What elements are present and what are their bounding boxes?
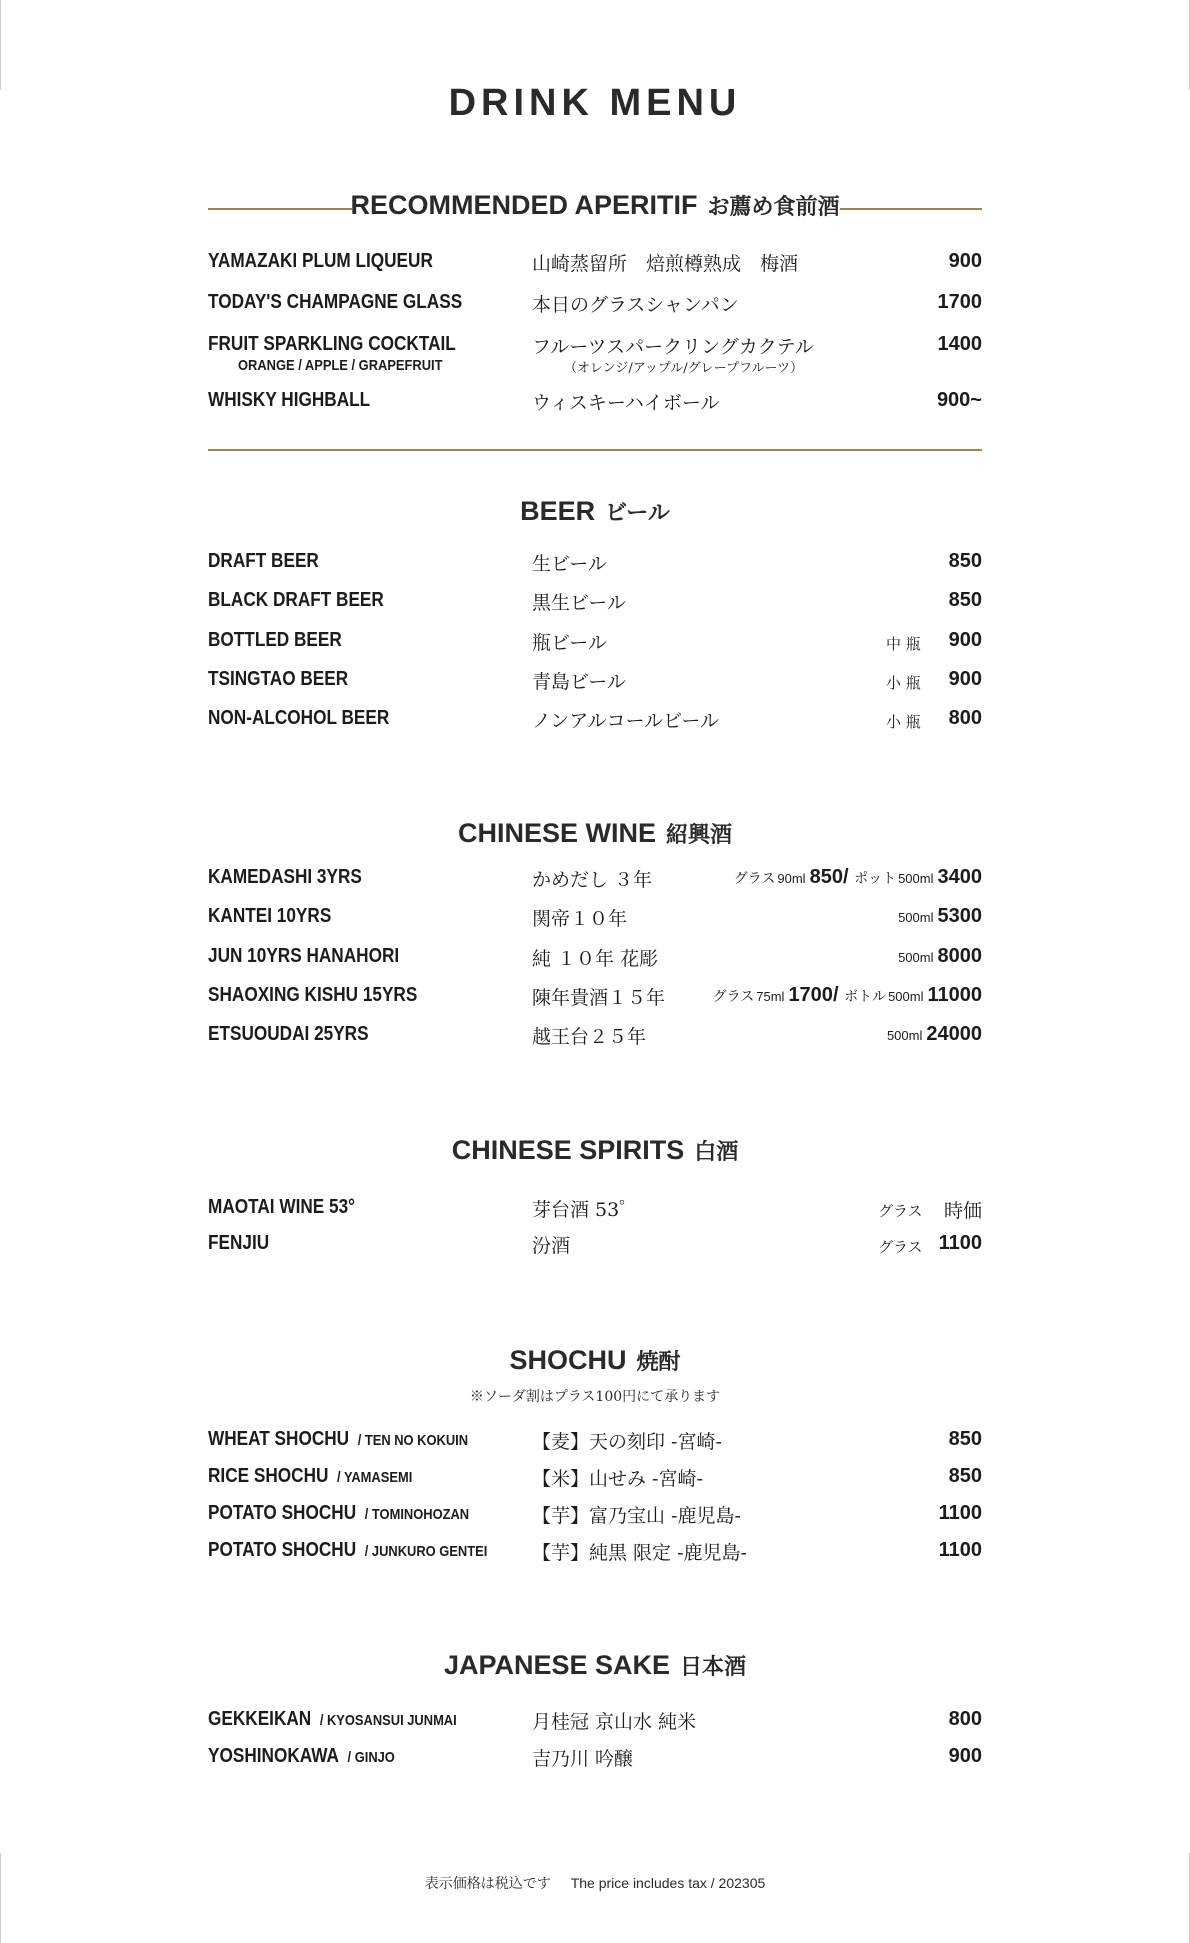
menu-item	[208, 629, 982, 659]
section-heading-beer	[0, 496, 1190, 527]
menu-item	[208, 707, 982, 737]
item-price: 時価	[943, 1200, 982, 1222]
heading-jp: お薦め食前酒	[707, 194, 840, 220]
heading-jp: ビール	[605, 500, 670, 526]
item-price: 5300	[937, 905, 982, 927]
heading-en: CHINESE SPIRITS	[451, 1135, 685, 1165]
menu-item	[208, 1196, 982, 1226]
item-name-en: YAMAZAKI PLUM LIQUEUR	[208, 250, 433, 272]
footer-tax-en: The price includes tax / 202305	[570, 1875, 766, 1891]
item-price-options	[898, 945, 982, 968]
corner-mark	[0, 1853, 1, 1943]
item-name-jp: 芽台酒 53゜	[532, 1199, 639, 1221]
item-name-jp: かめだし ３年	[532, 869, 653, 891]
heading-en: BEER	[520, 496, 596, 526]
menu-item	[208, 1745, 982, 1775]
item-name-jp: 黒生ビール	[532, 592, 626, 614]
item-name-en	[208, 1465, 412, 1488]
item-price: 850	[948, 589, 982, 611]
heading-jp: 焼酎	[636, 1349, 681, 1375]
item-name-en: JUN 10YRS HANAHORI	[208, 945, 400, 967]
item-price: 1100	[938, 1502, 982, 1524]
item-volume: 500ml	[886, 1028, 923, 1043]
section-heading-spirits	[0, 1135, 1190, 1166]
item-name-en: DRAFT BEER	[208, 550, 319, 572]
item-name-en: BLACK DRAFT BEER	[208, 589, 384, 611]
item-name-en: FRUIT SPARKLING COCKTAIL	[208, 333, 456, 355]
item-name-en: KANTEI 10YRS	[208, 905, 332, 927]
item-name-main: GEKKEIKAN	[208, 1708, 312, 1730]
heading-jp: 紹興酒	[666, 822, 733, 848]
heading-jp: 日本酒	[680, 1654, 747, 1680]
footer-tax-jp: 表示価格は税込です	[424, 1876, 551, 1892]
item-price: 850	[948, 550, 982, 572]
item-name-sub: / TEN NO KOKUIN	[357, 1432, 469, 1449]
item-name-main: YOSHINOKAWA	[208, 1745, 339, 1767]
item-size: 小 瓶	[886, 713, 921, 731]
item-name-en: TSINGTAO BEER	[208, 668, 349, 690]
item-price: 3400	[937, 866, 982, 888]
item-sub-jp: （オレンジ/アップル/グレープフルーツ）	[564, 361, 803, 376]
item-price: 1400	[937, 333, 982, 355]
section-heading-shochu	[0, 1345, 1190, 1376]
item-name-sub: / KYOSANSUI JUNMAI	[319, 1712, 457, 1729]
menu-item	[208, 866, 982, 896]
item-name-sub: / TOMINOHOZAN	[364, 1506, 470, 1523]
glass-label: グラス	[712, 989, 755, 1005]
menu-item	[208, 1502, 982, 1532]
pot-volume: 500ml	[888, 989, 924, 1004]
item-name-en: ETSUOUDAI 25YRS	[208, 1023, 369, 1045]
item-name-jp: 【芋】純黒 限定 -鹿児島-	[532, 1542, 747, 1564]
item-name-jp: 月桂冠 京山水 純米	[532, 1711, 697, 1733]
item-size: 中 瓶	[886, 635, 921, 653]
menu-item	[208, 1232, 982, 1262]
glass-volume: 75ml	[756, 989, 785, 1004]
item-name-jp: 関帝１０年	[532, 908, 628, 930]
section-heading-aperitif	[0, 190, 1190, 221]
item-sub-en: ORANGE / APPLE / GRAPEFRUIT	[238, 357, 443, 374]
heading-en: SHOCHU	[509, 1345, 627, 1375]
page-title: DRINK MENU	[448, 82, 742, 124]
item-price: 900	[948, 1745, 982, 1767]
footer-note	[0, 1873, 1190, 1893]
item-size: 小 瓶	[886, 674, 921, 692]
item-name-jp: 本日のグラスシャンパン	[532, 294, 739, 316]
item-name-en	[208, 1539, 487, 1562]
item-name-jp: 純 １０年 花彫	[532, 948, 659, 970]
item-name-en: BOTTLED BEER	[208, 629, 342, 651]
item-price: 850	[948, 1428, 982, 1450]
item-name-main: POTATO SHOCHU	[208, 1539, 357, 1561]
item-size: グラス	[878, 1238, 923, 1256]
item-name-jp: ウィスキーハイボール	[532, 392, 720, 414]
section-heading-sake	[0, 1650, 1190, 1681]
item-name-jp: 越王台２５年	[532, 1026, 647, 1048]
menu-item	[208, 1539, 982, 1569]
item-name-jp: 瓶ビール	[532, 632, 607, 654]
item-price: 1100	[938, 1539, 982, 1561]
item-name-en: SHAOXING KISHU 15YRS	[208, 984, 418, 1006]
item-name-jp: ノンアルコールビール	[532, 710, 719, 732]
item-name-jp: 汾酒	[532, 1235, 571, 1257]
item-name-en: TODAY'S CHAMPAGNE GLASS	[208, 291, 463, 313]
item-name-sub: / GINJO	[347, 1749, 395, 1766]
heading-en: CHINESE WINE	[457, 818, 656, 848]
pot-volume: 500ml	[898, 871, 934, 886]
menu-item	[208, 291, 982, 321]
menu-item	[208, 389, 982, 419]
item-name-main: RICE SHOCHU	[208, 1465, 329, 1487]
menu-item	[208, 250, 982, 280]
menu-item	[208, 984, 982, 1014]
item-name-jp: 山崎蒸留所 焙煎樽熟成 梅酒	[532, 253, 799, 275]
menu-item	[208, 1023, 982, 1053]
menu-item	[208, 1708, 982, 1738]
item-price-options	[887, 1023, 982, 1046]
item-price-options	[898, 905, 982, 928]
item-size: グラス	[878, 1202, 923, 1220]
item-name-jp: 陳年貴酒１５年	[532, 987, 666, 1009]
item-price-options: グラス 75ml 1700/ ボトル 500ml 11000	[712, 984, 982, 1006]
glass-price: 1700	[788, 984, 833, 1006]
item-price: 800	[948, 1708, 982, 1730]
menu-item	[208, 1465, 982, 1495]
item-price: 800	[948, 707, 982, 729]
item-price: 900~	[936, 389, 982, 411]
item-name-jp: フルーツスパークリングカクテル	[532, 336, 814, 358]
section-heading-chinese-wine	[0, 818, 1190, 849]
item-name-jp: 【芋】富乃宝山 -鹿児島-	[532, 1505, 741, 1527]
menu-item	[208, 1428, 982, 1458]
item-price: 1100	[938, 1232, 982, 1254]
item-name-main: POTATO SHOCHU	[208, 1502, 357, 1524]
heading-en: JAPANESE SAKE	[443, 1650, 671, 1680]
soda-note: ※ソーダ割はプラス100円にて承ります	[469, 1389, 721, 1405]
item-name-jp: 吉乃川 吟醸	[532, 1748, 634, 1770]
menu-item	[208, 905, 982, 935]
item-name-en	[208, 1745, 395, 1768]
item-name-en	[208, 1502, 469, 1525]
item-volume: 500ml	[898, 950, 934, 965]
item-name-en	[208, 1428, 468, 1451]
item-price: 850	[948, 1465, 982, 1487]
item-price-options: グラス 90ml 850/ ポット 500ml 3400	[733, 866, 982, 888]
glass-label: グラス	[733, 871, 776, 887]
item-name-en: WHISKY HIGHBALL	[208, 389, 371, 411]
glass-price: 850	[809, 866, 843, 888]
item-name-en: MAOTAI WINE 53°	[208, 1196, 356, 1218]
item-name-sub: / JUNKURO GENTEI	[364, 1543, 488, 1560]
section-divider	[208, 449, 982, 451]
item-price: 8000	[937, 945, 982, 967]
item-name-jp: 生ビール	[532, 553, 607, 575]
corner-mark	[0, 0, 1, 90]
menu-item	[208, 550, 982, 580]
glass-volume: 90ml	[777, 871, 806, 886]
item-name-en	[208, 1708, 457, 1731]
item-price: 11000	[927, 984, 982, 1006]
menu-item	[208, 589, 982, 619]
menu-item	[208, 945, 982, 975]
heading-en: RECOMMENDED APERITIF	[350, 190, 698, 220]
item-name-jp: 【麦】天の刻印 -宮崎-	[532, 1431, 722, 1453]
item-volume: 500ml	[898, 910, 934, 925]
item-name-en: KAMEDASHI 3YRS	[208, 866, 362, 888]
item-name-jp: 【米】山せみ -宮崎-	[532, 1468, 703, 1490]
item-price: 900	[948, 629, 982, 651]
heading-jp: 白酒	[694, 1139, 739, 1165]
item-price: 24000	[926, 1023, 982, 1045]
pot-label: ボトル	[844, 989, 887, 1005]
item-price: 1700	[937, 291, 982, 313]
item-price: 900	[948, 250, 982, 272]
menu-item	[208, 668, 982, 698]
item-name-en: FENJIU	[208, 1232, 270, 1254]
item-price: 900	[948, 668, 982, 690]
item-name-sub: / YAMASEMI	[337, 1469, 413, 1486]
menu-item	[208, 333, 982, 381]
pot-label: ポット	[854, 871, 897, 887]
item-name-main: WHEAT SHOCHU	[208, 1428, 350, 1450]
item-name-jp: 青島ビール	[532, 671, 626, 693]
item-name-en: NON-ALCOHOL BEER	[208, 707, 390, 729]
